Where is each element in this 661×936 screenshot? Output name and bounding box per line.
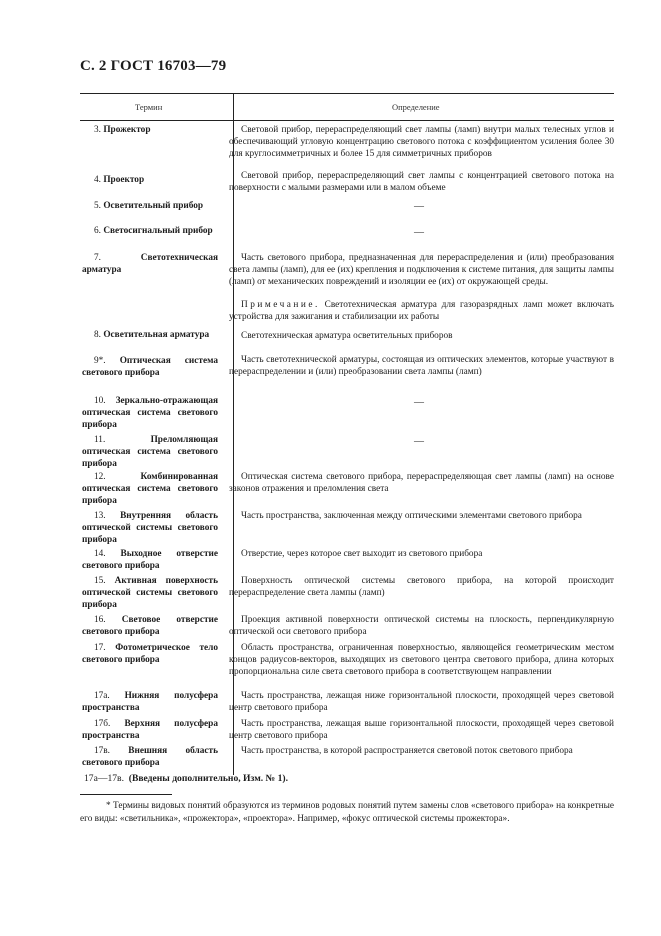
term-cell: [82, 174, 218, 186]
term-cell: [82, 329, 218, 341]
amendment-note: [84, 773, 288, 784]
definition-dash: —: [414, 436, 424, 447]
term-name: Нижняя полусфера пространства: [82, 691, 218, 713]
term-name: Внутренняя область оптической системы светового прибора: [82, 511, 218, 545]
definition-cell: Отверстие, через которое свет выходит из светового прибора: [241, 549, 483, 559]
term-cell: [82, 690, 218, 714]
term-number: 17.: [94, 643, 106, 653]
term-number: 14.: [94, 549, 106, 559]
term-number: 17а.: [94, 691, 110, 701]
term-cell: [82, 471, 218, 507]
term-name: Световое отверстие светового прибора: [82, 615, 218, 637]
amendment-range: 17а—17в.: [84, 773, 124, 784]
table-top-rule: [80, 93, 614, 94]
term-cell: [82, 575, 218, 611]
term-name: Верхняя полусфера пространства: [82, 719, 219, 741]
definition-cell: Часть пространства, заключенная между оптическими элементами светового прибора: [241, 511, 582, 521]
term-name: Фотометрическое тело светового прибора: [82, 643, 219, 665]
term-number: 11.: [94, 435, 106, 445]
term-name: Зеркально-отражающая оптическая система светового прибора: [82, 396, 218, 430]
footnote-rule: [80, 794, 172, 795]
term-number: 16.: [94, 615, 106, 625]
term-cell: [82, 395, 218, 431]
term-cell: [82, 355, 218, 379]
term-cell: [82, 124, 218, 136]
term-cell: [82, 614, 218, 638]
definition-dash: —: [414, 201, 424, 212]
definition-cell: Световой прибор, перераспределяющий свет лампы с концентрацией светового потока на поверхности с малыми размерами или в малом объеме: [229, 171, 614, 193]
term-number: 17б.: [94, 719, 111, 729]
definition-cell: Светотехническая арматура осветительных приборов: [241, 331, 453, 341]
term-cell: [82, 434, 218, 470]
definition-cell: Проекция активной поверхности оптической системы на плоскость, перпендикулярную оптической оси светового прибора: [229, 615, 614, 637]
term-name: Осветительная арматура: [103, 330, 210, 340]
term-name: Прожектор: [103, 125, 151, 135]
definition-cell: Часть светового прибора, предназначенная для перераспределения и (или) преобразования света лампы (ламп), для ее (их) крепления и подключения к системе питания, для защиты лампы (ламп) от механических повреждений и изоляции ее (их) от окружающей среды.: [229, 253, 614, 287]
page-header: С. 2 ГОСТ 16703—79: [80, 58, 227, 74]
column-header-term: Термин: [135, 102, 163, 112]
term-name: Светосигнальный прибор: [103, 226, 213, 236]
term-cell: [82, 510, 218, 546]
term-cell: [82, 225, 218, 237]
term-number: 10.: [94, 396, 106, 406]
definition-dash: —: [414, 227, 424, 238]
definition-cell: Часть пространства, лежащая выше горизонтальной плоскости, проходящей через световой центр светового прибора: [229, 719, 614, 741]
term-name: Преломляющая оптическая система светового прибора: [82, 435, 218, 469]
term-number: 9*.: [94, 356, 106, 366]
term-name: Выходное отверстие светового прибора: [82, 549, 218, 571]
term-cell: [82, 200, 218, 212]
term-number: 15.: [94, 576, 106, 586]
definition-cell: Часть пространства, в которой распространяется световой поток светового прибора: [241, 746, 573, 756]
definition-cell: Область пространства, ограниченная поверхностью, являющейся геометрическим местом концов радиусов-векторов, выходящих из светового центра светового прибора, длина которых пропорциональна силе света светового прибора в соответствующем направлении: [229, 643, 614, 677]
term-number: 6.: [94, 226, 101, 236]
term-number: 13.: [94, 511, 106, 521]
term-name: Светотехническая арматура: [82, 253, 218, 275]
term-cell: [82, 718, 218, 742]
term-number: 7.: [94, 253, 101, 263]
term-number: 8.: [94, 330, 101, 340]
definition-cell: Часть светотехнической арматуры, состоящая из оптических элементов, которые участвуют в перераспределении и (или) преобразовании света лампы (ламп): [229, 355, 614, 377]
definition-cell: Световой прибор, перераспределяющий свет лампы (ламп) внутри малых телесных углов и обеспечивающий угловую концентрацию светового потока с коэффициентом усиления более 30 для круглосимметричных и более 15 для симметричных приборов: [229, 125, 614, 159]
term-name: Комбинированная оптическая система светового прибора: [82, 472, 218, 506]
term-number: 17в.: [94, 746, 111, 756]
term-name: Проектор: [103, 175, 145, 185]
term-number: 4.: [94, 175, 101, 185]
term-name: Оптическая система светового прибора: [82, 356, 219, 378]
definition-cell: Часть пространства, лежащая ниже горизонтальной плоскости, проходящей через световой центр светового прибора: [229, 691, 614, 713]
term-cell: [82, 745, 218, 769]
term-number: 5.: [94, 201, 101, 211]
term-name: Осветительный прибор: [103, 201, 204, 211]
amendment-text: (Введены дополнительно, Изм. № 1).: [128, 773, 288, 784]
term-cell: [82, 548, 218, 572]
term-number: 12.: [94, 472, 106, 482]
term-name: Активная поверхность оптической системы светового прибора: [82, 576, 218, 610]
term-number: 3.: [94, 125, 101, 135]
definition-note: [229, 299, 614, 323]
column-header-definition: Определение: [392, 102, 440, 112]
definition-cell: Оптическая система светового прибора, перераспределяющая свет лампы (ламп) на основе законов отражения и преломления света: [229, 472, 614, 494]
definition-cell: Поверхность оптической системы светового прибора, на которой происходит перераспределение света лампы (ламп): [229, 576, 614, 598]
term-name: Внешняя область светового прибора: [82, 746, 218, 768]
definition-dash: —: [414, 397, 424, 408]
note-text: Светотехническая арматура для газоразрядных ламп может включать устройства для зажигания и стабилизации их работы: [229, 300, 615, 322]
term-cell: [82, 252, 218, 276]
footnote: * Термины видовых понятий образуются из терминов родовых понятий путем замены слов «светового прибора» на конкретные его виды: «светильника», «прожектора», «проектора». Например, «фокус оптической системы прожектора».: [80, 801, 614, 824]
table-header-rule: [80, 120, 614, 121]
term-cell: [82, 642, 218, 666]
note-label: Примечание.: [241, 300, 320, 310]
